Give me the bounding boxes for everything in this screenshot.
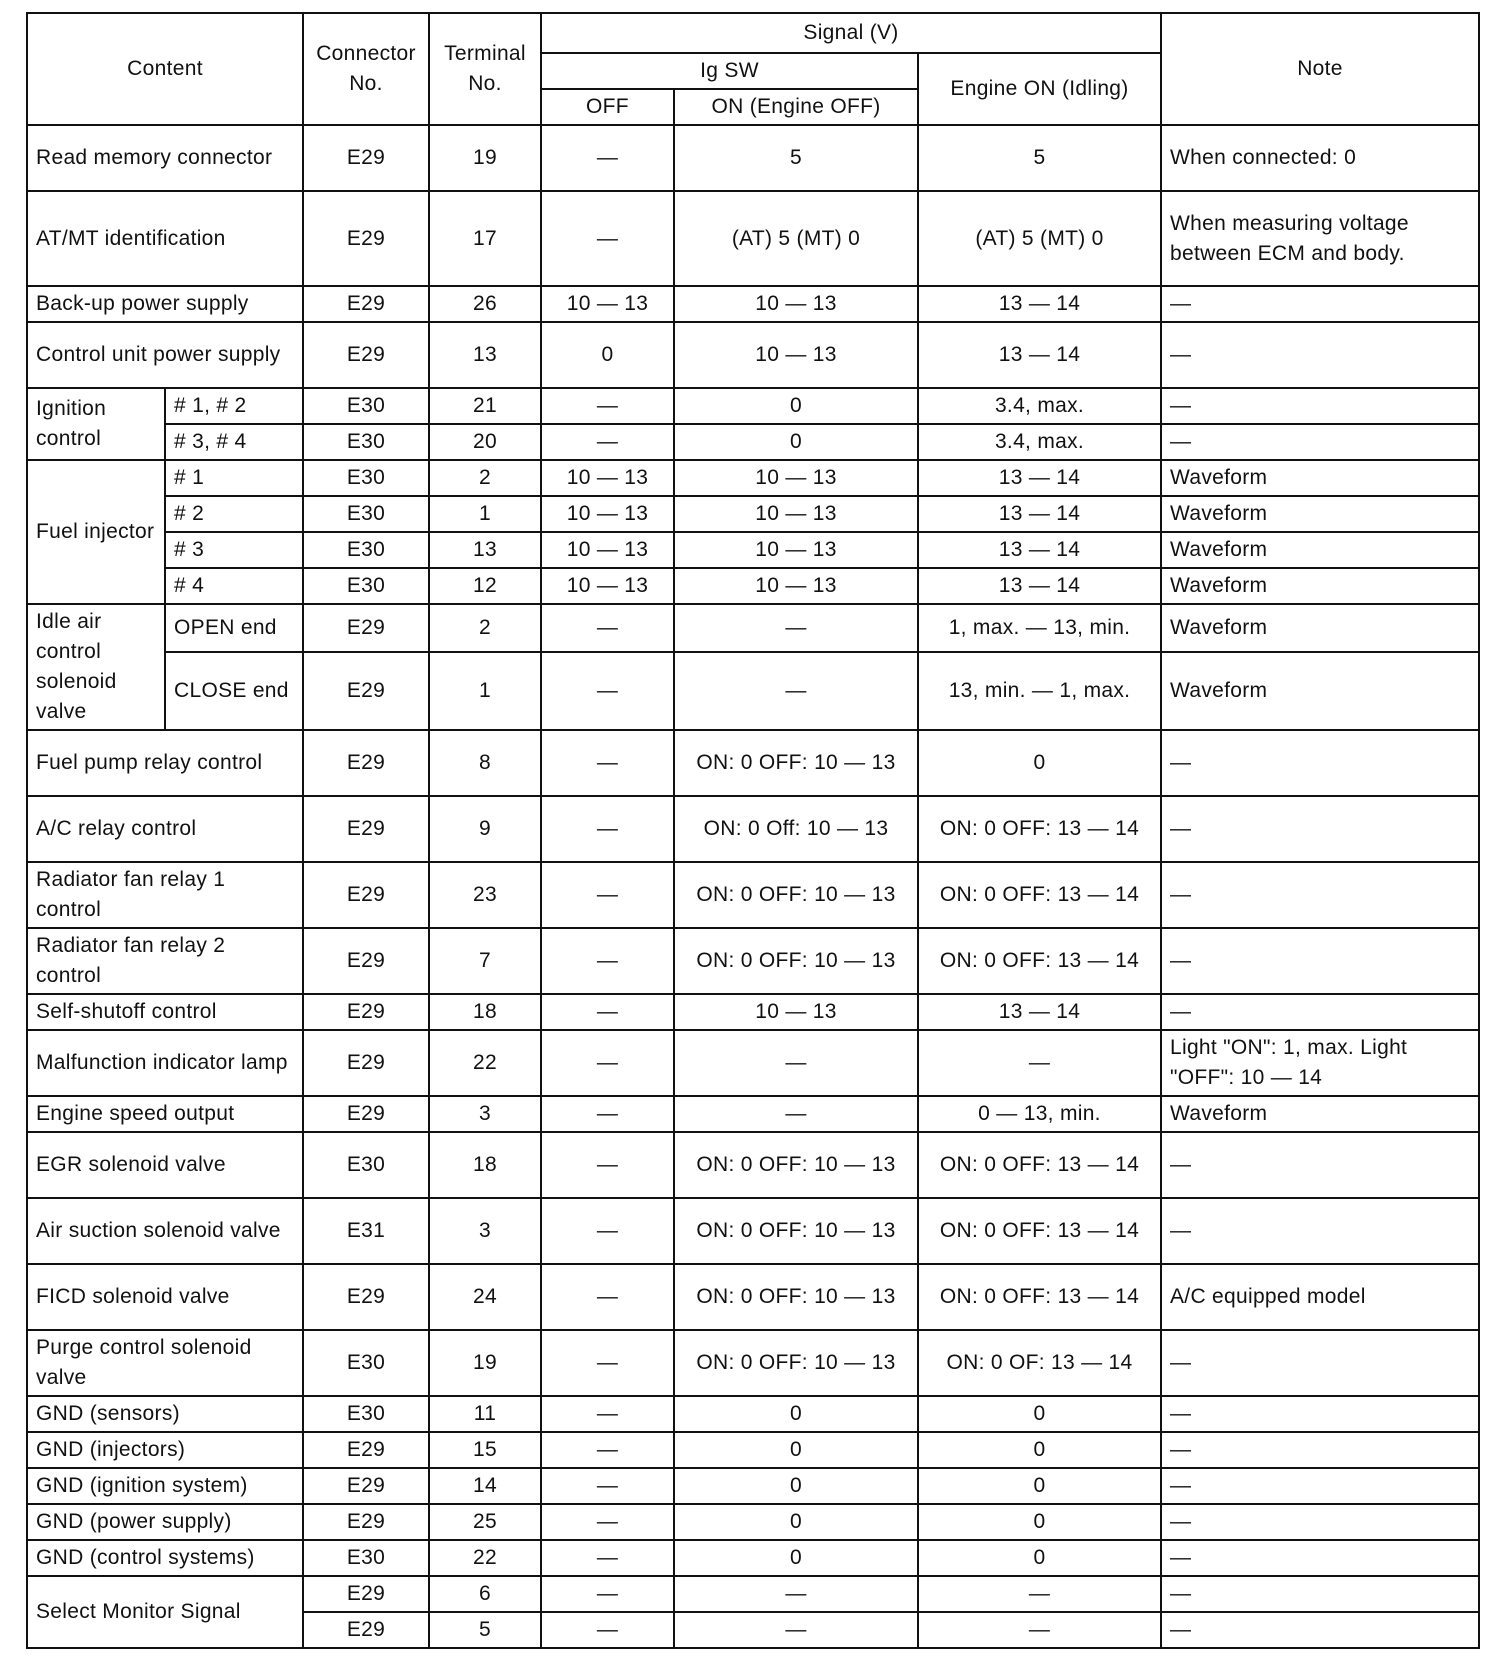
cell-on: 0 <box>674 424 918 460</box>
cell-content: Back-up power supply <box>27 286 303 322</box>
cell-connector: E30 <box>303 424 429 460</box>
cell-content: GND (control systems) <box>27 1540 303 1576</box>
cell-on: 0 <box>674 388 918 424</box>
cell-content: Select Monitor Signal <box>27 1576 303 1648</box>
table-row <box>27 1330 1479 1396</box>
cell-on: ON: 0 OFF: 10 — 13 <box>674 928 918 994</box>
table-row <box>27 730 1479 796</box>
cell-off: — <box>541 1264 674 1330</box>
cell-on: 10 — 13 <box>674 496 918 532</box>
table-row <box>27 1030 1479 1096</box>
cell-on: ON: 0 OFF: 10 — 13 <box>674 862 918 928</box>
cell-connector: E29 <box>303 286 429 322</box>
cell-connector: E29 <box>303 862 429 928</box>
cell-engine: — <box>918 1030 1161 1096</box>
cell-on: ON: 0 Off: 10 — 13 <box>674 796 918 862</box>
cell-on: 0 <box>674 1504 918 1540</box>
cell-engine: 0 <box>918 1540 1161 1576</box>
cell-connector: E29 <box>303 1576 429 1612</box>
cell-on: 5 <box>674 125 918 191</box>
cell-note: — <box>1161 1396 1479 1432</box>
cell-terminal: 2 <box>429 460 541 496</box>
cell-off: — <box>541 1576 674 1612</box>
cell-terminal: 19 <box>429 1330 541 1396</box>
cell-on: ON: 0 OFF: 10 — 13 <box>674 1264 918 1330</box>
cell-note: — <box>1161 862 1479 928</box>
cell-engine: 0 — 13, min. <box>918 1096 1161 1132</box>
cell-terminal: 11 <box>429 1396 541 1432</box>
cell-terminal: 19 <box>429 125 541 191</box>
cell-on: ON: 0 OFF: 10 — 13 <box>674 1132 918 1198</box>
cell-off: — <box>541 730 674 796</box>
table-row <box>27 568 1479 604</box>
cell-off: — <box>541 1468 674 1504</box>
cell-note: — <box>1161 928 1479 994</box>
cell-sub: # 4 <box>165 568 303 604</box>
cell-connector: E30 <box>303 532 429 568</box>
cell-terminal: 26 <box>429 286 541 322</box>
cell-on: 10 — 13 <box>674 322 918 388</box>
cell-engine: 13 — 14 <box>918 994 1161 1030</box>
cell-connector: E30 <box>303 1540 429 1576</box>
cell-note: — <box>1161 1612 1479 1648</box>
cell-off: — <box>541 796 674 862</box>
cell-engine: 3.4, max. <box>918 424 1161 460</box>
cell-group: Ignition control <box>27 388 165 460</box>
header-ig-sw: Ig SW <box>541 53 918 89</box>
cell-content: GND (ignition system) <box>27 1468 303 1504</box>
cell-off: 10 — 13 <box>541 568 674 604</box>
cell-on: ON: 0 OFF: 10 — 13 <box>674 730 918 796</box>
cell-terminal: 20 <box>429 424 541 460</box>
header-engine-on: Engine ON (Idling) <box>918 53 1161 125</box>
cell-content: Air suction solenoid valve <box>27 1198 303 1264</box>
table-body <box>27 125 1479 1648</box>
cell-note: — <box>1161 322 1479 388</box>
cell-terminal: 17 <box>429 191 541 286</box>
cell-engine: 0 <box>918 1468 1161 1504</box>
cell-connector: E29 <box>303 1264 429 1330</box>
cell-on: 10 — 13 <box>674 286 918 322</box>
cell-terminal: 18 <box>429 1132 541 1198</box>
cell-group: Fuel injector <box>27 460 165 604</box>
cell-on: — <box>674 1096 918 1132</box>
cell-note: When connected: 0 <box>1161 125 1479 191</box>
cell-off: 0 <box>541 322 674 388</box>
table-row <box>27 928 1479 994</box>
cell-connector: E30 <box>303 460 429 496</box>
cell-terminal: 14 <box>429 1468 541 1504</box>
cell-on: (AT) 5 (MT) 0 <box>674 191 918 286</box>
header-off: OFF <box>541 89 674 125</box>
cell-connector: E29 <box>303 1030 429 1096</box>
cell-terminal: 1 <box>429 496 541 532</box>
cell-engine: ON: 0 OF: 13 — 14 <box>918 1330 1161 1396</box>
table-row <box>27 994 1479 1030</box>
cell-engine: 13 — 14 <box>918 460 1161 496</box>
cell-note: — <box>1161 286 1479 322</box>
cell-content: Fuel pump relay control <box>27 730 303 796</box>
cell-content: EGR solenoid valve <box>27 1132 303 1198</box>
cell-engine: 3.4, max. <box>918 388 1161 424</box>
cell-note: — <box>1161 424 1479 460</box>
cell-content: Self-shutoff control <box>27 994 303 1030</box>
cell-sub: OPEN end <box>165 604 303 652</box>
table-row <box>27 1132 1479 1198</box>
cell-on: 0 <box>674 1396 918 1432</box>
cell-terminal: 3 <box>429 1096 541 1132</box>
cell-note: — <box>1161 1132 1479 1198</box>
cell-terminal: 18 <box>429 994 541 1030</box>
table-row <box>27 496 1479 532</box>
cell-off: — <box>541 994 674 1030</box>
cell-note: — <box>1161 388 1479 424</box>
cell-connector: E30 <box>303 1396 429 1432</box>
table-row <box>27 322 1479 388</box>
table-row <box>27 191 1479 286</box>
cell-engine: 13 — 14 <box>918 568 1161 604</box>
cell-sub: # 3 <box>165 532 303 568</box>
signal-table <box>26 12 1480 1649</box>
cell-connector: E29 <box>303 322 429 388</box>
cell-sub: # 1 <box>165 460 303 496</box>
header-note: Note <box>1161 13 1479 125</box>
cell-engine: ON: 0 OFF: 13 — 14 <box>918 1198 1161 1264</box>
cell-content: Radiator fan relay 1 control <box>27 862 303 928</box>
cell-on: — <box>674 604 918 652</box>
table-row <box>27 286 1479 322</box>
table-row <box>27 1540 1479 1576</box>
table-row <box>27 125 1479 191</box>
cell-off: 10 — 13 <box>541 532 674 568</box>
cell-engine: 0 <box>918 1432 1161 1468</box>
cell-note: — <box>1161 1432 1479 1468</box>
cell-note: — <box>1161 1576 1479 1612</box>
cell-content: GND (sensors) <box>27 1396 303 1432</box>
cell-connector: E29 <box>303 796 429 862</box>
cell-terminal: 13 <box>429 322 541 388</box>
cell-terminal: 6 <box>429 1576 541 1612</box>
cell-connector: E29 <box>303 652 429 731</box>
cell-engine: (AT) 5 (MT) 0 <box>918 191 1161 286</box>
cell-engine: — <box>918 1576 1161 1612</box>
cell-off: 10 — 13 <box>541 460 674 496</box>
table-row <box>27 1504 1479 1540</box>
cell-off: — <box>541 1030 674 1096</box>
cell-on: — <box>674 1612 918 1648</box>
cell-off: — <box>541 1132 674 1198</box>
cell-group: Idle air control solenoid valve <box>27 604 165 730</box>
cell-note: — <box>1161 1330 1479 1396</box>
cell-content: A/C relay control <box>27 796 303 862</box>
cell-on: 10 — 13 <box>674 994 918 1030</box>
cell-note: A/C equipped model <box>1161 1264 1479 1330</box>
table-row <box>27 1198 1479 1264</box>
table-row <box>27 424 1479 460</box>
cell-connector: E29 <box>303 191 429 286</box>
cell-sub: # 1, # 2 <box>165 388 303 424</box>
cell-sub: CLOSE end <box>165 652 303 731</box>
header-terminal: Terminal No. <box>429 13 541 125</box>
cell-connector: E30 <box>303 496 429 532</box>
cell-terminal: 8 <box>429 730 541 796</box>
cell-connector: E29 <box>303 604 429 652</box>
cell-off: — <box>541 1612 674 1648</box>
cell-off: — <box>541 652 674 731</box>
cell-terminal: 21 <box>429 388 541 424</box>
cell-connector: E30 <box>303 1132 429 1198</box>
cell-on: 10 — 13 <box>674 532 918 568</box>
cell-content: Malfunction indicator lamp <box>27 1030 303 1096</box>
cell-off: — <box>541 1432 674 1468</box>
table-row <box>27 796 1479 862</box>
table-row <box>27 862 1479 928</box>
cell-sub: # 3, # 4 <box>165 424 303 460</box>
cell-terminal: 2 <box>429 604 541 652</box>
cell-note: Waveform <box>1161 532 1479 568</box>
cell-note: Waveform <box>1161 604 1479 652</box>
table-row <box>27 532 1479 568</box>
cell-on: ON: 0 OFF: 10 — 13 <box>674 1198 918 1264</box>
table-row <box>27 1096 1479 1132</box>
cell-on: 0 <box>674 1540 918 1576</box>
cell-off: — <box>541 191 674 286</box>
cell-on: 10 — 13 <box>674 460 918 496</box>
cell-off: — <box>541 1330 674 1396</box>
cell-engine: 13 — 14 <box>918 322 1161 388</box>
table-row <box>27 1396 1479 1432</box>
cell-on: 0 <box>674 1468 918 1504</box>
cell-connector: E31 <box>303 1198 429 1264</box>
cell-terminal: 5 <box>429 1612 541 1648</box>
cell-engine: 13 — 14 <box>918 286 1161 322</box>
cell-content: Control unit power supply <box>27 322 303 388</box>
cell-off: 10 — 13 <box>541 496 674 532</box>
cell-terminal: 22 <box>429 1030 541 1096</box>
cell-connector: E29 <box>303 928 429 994</box>
table-row <box>27 460 1479 496</box>
cell-engine: ON: 0 OFF: 13 — 14 <box>918 1132 1161 1198</box>
cell-terminal: 25 <box>429 1504 541 1540</box>
cell-note: Light "ON": 1, max. Light "OFF": 10 — 14 <box>1161 1030 1479 1096</box>
cell-engine: 0 <box>918 730 1161 796</box>
cell-connector: E30 <box>303 388 429 424</box>
cell-terminal: 24 <box>429 1264 541 1330</box>
cell-off: 10 — 13 <box>541 286 674 322</box>
cell-note: — <box>1161 796 1479 862</box>
cell-connector: E29 <box>303 1432 429 1468</box>
cell-off: — <box>541 1096 674 1132</box>
cell-terminal: 1 <box>429 652 541 731</box>
cell-off: — <box>541 928 674 994</box>
cell-connector: E30 <box>303 568 429 604</box>
cell-terminal: 12 <box>429 568 541 604</box>
cell-engine: 13 — 14 <box>918 496 1161 532</box>
cell-terminal: 22 <box>429 1540 541 1576</box>
table-row <box>27 652 1479 731</box>
cell-connector: E29 <box>303 1504 429 1540</box>
table-row <box>27 1468 1479 1504</box>
table-row <box>27 1576 1479 1612</box>
cell-on: ON: 0 OFF: 10 — 13 <box>674 1330 918 1396</box>
header-connector: Connector No. <box>303 13 429 125</box>
cell-on: 0 <box>674 1432 918 1468</box>
cell-engine: 13 — 14 <box>918 532 1161 568</box>
cell-engine: ON: 0 OFF: 13 — 14 <box>918 1264 1161 1330</box>
cell-off: — <box>541 1198 674 1264</box>
table-row <box>27 604 1479 652</box>
cell-off: — <box>541 1504 674 1540</box>
cell-connector: E29 <box>303 1096 429 1132</box>
cell-content: FICD solenoid valve <box>27 1264 303 1330</box>
cell-terminal: 23 <box>429 862 541 928</box>
cell-content: Radiator fan relay 2 control <box>27 928 303 994</box>
cell-note: — <box>1161 994 1479 1030</box>
cell-engine: 1, max. — 13, min. <box>918 604 1161 652</box>
cell-terminal: 13 <box>429 532 541 568</box>
header-on-engine-off: ON (Engine OFF) <box>674 89 918 125</box>
cell-terminal: 7 <box>429 928 541 994</box>
cell-off: — <box>541 1396 674 1432</box>
cell-engine: ON: 0 OFF: 13 — 14 <box>918 796 1161 862</box>
cell-terminal: 3 <box>429 1198 541 1264</box>
cell-note: Waveform <box>1161 460 1479 496</box>
cell-connector: E29 <box>303 1468 429 1504</box>
cell-engine: ON: 0 OFF: 13 — 14 <box>918 928 1161 994</box>
cell-note: — <box>1161 1540 1479 1576</box>
cell-engine: 0 <box>918 1504 1161 1540</box>
cell-note: Waveform <box>1161 1096 1479 1132</box>
cell-on: — <box>674 1030 918 1096</box>
cell-note: Waveform <box>1161 496 1479 532</box>
cell-content: GND (injectors) <box>27 1432 303 1468</box>
table-row <box>27 1264 1479 1330</box>
cell-note: Waveform <box>1161 568 1479 604</box>
cell-off: — <box>541 125 674 191</box>
cell-off: — <box>541 424 674 460</box>
cell-engine: ON: 0 OFF: 13 — 14 <box>918 862 1161 928</box>
cell-sub: # 2 <box>165 496 303 532</box>
cell-content: Engine speed output <box>27 1096 303 1132</box>
cell-note: When measuring voltage between ECM and body. <box>1161 191 1479 286</box>
cell-terminal: 9 <box>429 796 541 862</box>
cell-on: — <box>674 1576 918 1612</box>
cell-connector: E29 <box>303 125 429 191</box>
cell-content: GND (power supply) <box>27 1504 303 1540</box>
table-row <box>27 1432 1479 1468</box>
cell-content: AT/MT identification <box>27 191 303 286</box>
cell-off: — <box>541 1540 674 1576</box>
cell-off: — <box>541 388 674 424</box>
cell-connector: E30 <box>303 1330 429 1396</box>
cell-note: — <box>1161 730 1479 796</box>
cell-engine: 13, min. — 1, max. <box>918 652 1161 731</box>
cell-terminal: 15 <box>429 1432 541 1468</box>
cell-note: — <box>1161 1504 1479 1540</box>
cell-connector: E29 <box>303 994 429 1030</box>
cell-content: Purge control solenoid valve <box>27 1330 303 1396</box>
cell-content: Read memory connector <box>27 125 303 191</box>
cell-connector: E29 <box>303 1612 429 1648</box>
cell-note: Waveform <box>1161 652 1479 731</box>
table-row <box>27 388 1479 424</box>
signal-table-page <box>26 12 1478 1649</box>
cell-off: — <box>541 604 674 652</box>
cell-engine: 0 <box>918 1396 1161 1432</box>
cell-on: 10 — 13 <box>674 568 918 604</box>
cell-note: — <box>1161 1468 1479 1504</box>
cell-engine: 5 <box>918 125 1161 191</box>
cell-note: — <box>1161 1198 1479 1264</box>
table-header <box>27 13 1479 125</box>
cell-connector: E29 <box>303 730 429 796</box>
cell-on: — <box>674 652 918 731</box>
cell-off: — <box>541 862 674 928</box>
header-content: Content <box>27 13 303 125</box>
header-signal: Signal (V) <box>541 13 1161 53</box>
cell-engine: — <box>918 1612 1161 1648</box>
